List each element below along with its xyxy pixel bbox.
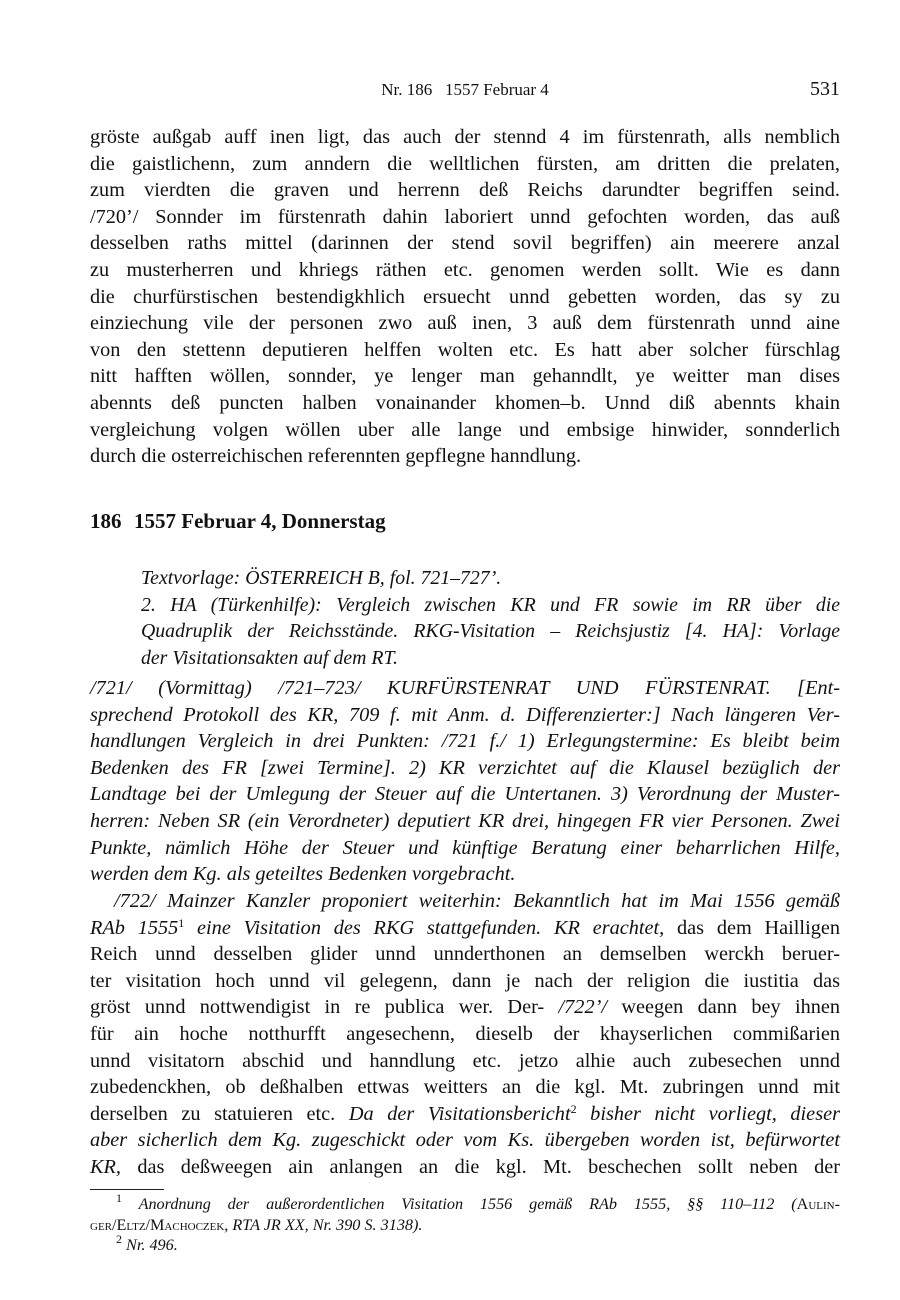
running-head-title: Nr. 186 1557 Februar 4 [381,80,549,99]
text-line: /721/ (Vormittag) /721–723/ KURFÜRSTENRAT UND FÜRSTENRAT. [Ent- [90,677,840,699]
text-line [90,994,840,1021]
text-line: ter visitation hoch unnd vil gelegenn, dann je nach der religion die iustitia das [90,969,840,992]
source-line: Quadruplik der Reichsstände. RKG-Visitation – Reichsjustiz [4. HA]: Vorlage [141,620,840,643]
text-line: zu musterherren und khriegs räthen etc. genomen werden sollt. Wie es dann [90,258,840,281]
text-line [90,915,840,942]
source-note [141,565,840,671]
text-span: gröst unnd nottwendigist in re publica wer. Der- [90,996,559,1019]
text-line: von den stettenn deputieren helffen wolten etc. Es hatt aber solcher fürschlag [90,338,840,361]
entry-date: 1557 Februar 4, Donnerstag [134,509,386,533]
text-span: derselben zu statuieren etc. [90,1102,349,1125]
entry-heading [90,509,386,534]
text-line [90,1101,840,1128]
footnote-ref[interactable]: 1 [178,915,185,930]
text-line: handlungen Vergleich in drei Punkten: /721 f./ 1) Erlegungstermine: Es bleibt beim [90,730,840,753]
text-span: RAb 1555 [90,916,179,939]
text-span: Anordnung der außerordentlichen Visitation 1556 gemäß RAb 1555, §§ 110–112 ( [138,1195,797,1213]
text-line: die gaistlichenn, zum anndern die welltlichen fürsten, am dritten die prelaten, [90,152,840,175]
text-span: Nr. 496. [126,1236,178,1254]
text-line: /722/ Mainzer Kanzler proponiert weiterhin: Bekanntlich hat im Mai 1556 gemäß [114,890,840,912]
text-line: Bedenken des FR [zwei Termine]. 2) KR verzichtet auf die Klausel bezüglich der [90,756,840,779]
text-line: /720’/ Sonnder im fürstenrath dahin laboriert unnd gefochten worden, das auß [90,205,840,228]
text-line: zubedenckhen, ob deßhalben ettwas weitters an die kgl. Mt. zubringen unnd mit [90,1076,840,1099]
text-line: Punkte, nämlich Höhe der Steuer und künftige Beratung einer beharrlichen Hilfe, [90,836,840,859]
text-line: werden dem Kg. als geteiltes Bedenken vorgebracht. [90,863,516,886]
summary-paragraph [90,675,840,888]
text-line [90,1154,840,1181]
text-span: eine Visitation des RKG stattgefunden. KR erachtet, [184,916,665,939]
text-line: vergleichung volgen wöllen uber alle lange und embsige hinwider, sonnderlich [90,418,840,441]
text-line: die churfürstischen bestendigkhlich ersuecht unnd gebetten worden, das sy zu [90,285,840,308]
author-name: Aulin- [796,1195,840,1213]
text-line: sprechend Protokoll des KR, 709 f. mit Anm. d. Differenzierter:] Nach längeren Ver- [90,703,840,726]
text-line: aber sicherlich dem Kg. zugeschickt oder vom Ks. übergeben worden ist, befürwortet [90,1129,840,1152]
text-span: Da der Visitationsbericht [348,1102,571,1125]
text-span: bisher nicht vorliegt, dieser [576,1102,840,1125]
text-line: gröste außgab auff inen ligt, das auch der stennd 4 im fürstenrath, alls nemblich [90,126,840,148]
text-line: unnd visitatorn abschid und hanndlung etc. jetzo alhie auch zubesechen unnd [90,1049,840,1072]
footnote-1-cont [90,1215,840,1236]
source-line: der Visitationsakten auf dem RT. [141,646,398,669]
text-line: zum vierdten die graven und herrenn deß Reichs darundter begriffen seind. [90,179,840,202]
text-span: KR, [90,1155,121,1178]
source-line: 2. HA (Türkenhilfe): Vergleich zwischen KR und FR sowie im RR über die [141,593,840,616]
running-head [90,80,840,106]
text-line: abennts deß puncten halben vonainander khomen–b. Unnd diß abennts khain [90,391,840,414]
folio-marker: /722’/ [558,996,607,1019]
text-line: herren: Neben SR (ein Verordneter) deputiert KR drei, hingegen FR vier Personen. Zwei [90,809,840,832]
text-line: für ain hoche notthurfft angesechenn, dieselb der khayserlichen commißarien [90,1022,840,1045]
text-line: durch die osterreichischen referennten gepflegne hanndlung. [90,445,582,468]
text-line: einziechung vile der personen zwo auß inen, 3 auß dem fürstenrath unnd aine [90,312,840,335]
text-span: das dem Hailligen [664,916,840,939]
text-line: desselben raths mittel (darinnen der stend sovil begriffen) ain meerere anzal [90,232,840,255]
text-span: RTA JR XX, Nr. 390 S. 3138). [228,1215,423,1234]
page-number: 531 [810,78,840,100]
footnote-divider [90,1189,164,1190]
source-line: Textvorlage: ÖSTERREICH B, fol. 721–727’. [141,567,502,589]
footnote-marker: 2 [116,1232,122,1246]
footnote-marker: 1 [116,1191,122,1205]
text-span: das deßweegen ain anlangen an die kgl. Mt. beschechen sollt neben der [121,1155,840,1178]
text-line: Landtage bei der Umlegung der Steuer auf die Untertanen. 3) Verordnung der Muster- [90,783,840,806]
text-line: Reich unnd desselben glider unnd unnderthonen an demselben werckh beruer- [90,943,840,966]
entry-number: 186 [90,509,122,533]
footnotes [90,1191,840,1256]
text-line: nitt hafften wöllen, sonnder, ye lenger man gehanndlt, ye weitter man dises [90,365,840,388]
continued-text [90,124,840,470]
footnote-2 [90,1232,840,1256]
main-paragraph [90,888,840,1181]
author-names: ger/Eltz/Machoczek, [90,1215,229,1234]
text-span: weegen dann bey ihnen [606,996,841,1019]
footnote-1 [90,1191,840,1215]
footnote-ref[interactable]: 2 [570,1101,577,1116]
